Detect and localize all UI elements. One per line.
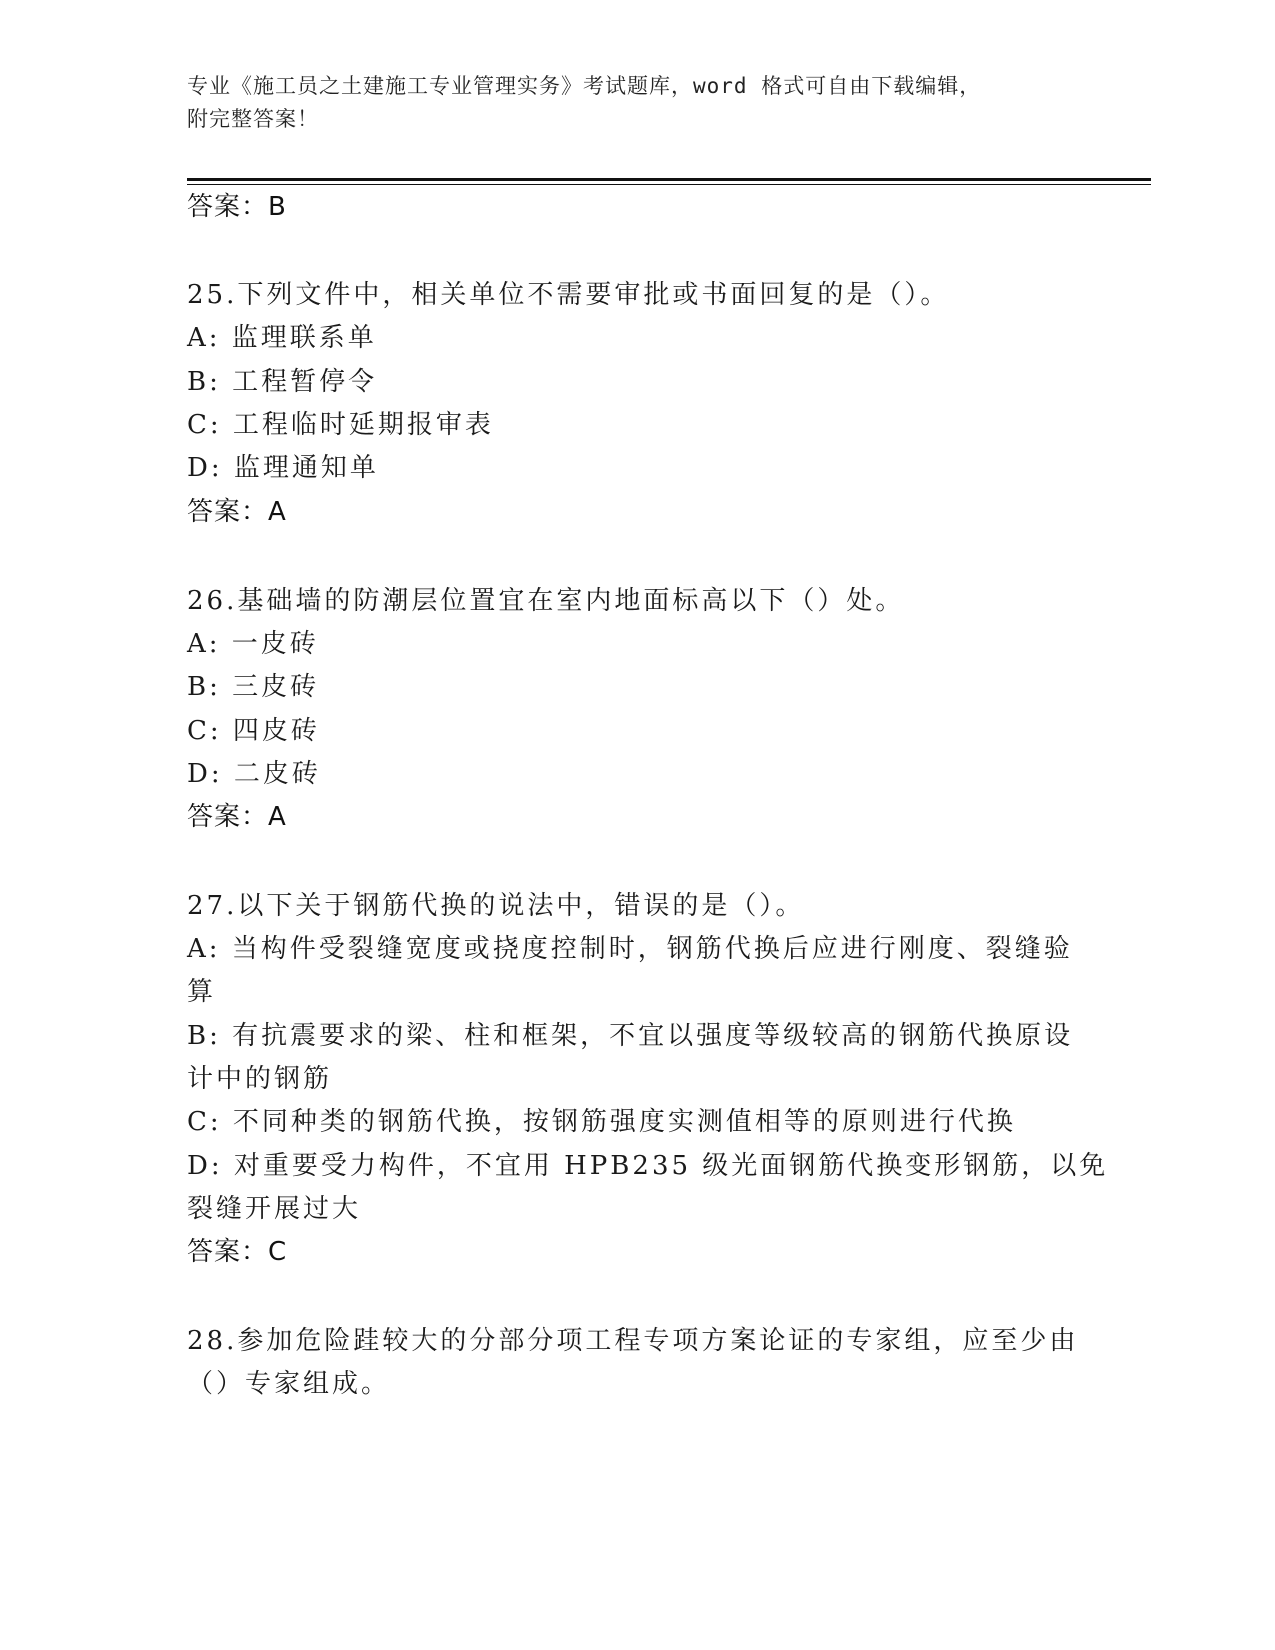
question-26-answer: 答案：A [187, 802, 287, 832]
question-25-option-a: A: 监理联系单 [187, 323, 377, 353]
question-25-option-c: C: 工程临时延期报审表 [187, 410, 494, 440]
answer-24: 答案：B [187, 192, 287, 222]
header-line-2: 附完整答案！ [187, 107, 319, 131]
question-28-stem: 28.参加危险跬较大的分部分项工程专项方案论证的专家组，应至少由 [187, 1326, 1079, 1356]
question-25-option-b: B: 工程暂停令 [187, 367, 378, 397]
question-26-option-c: C: 四皮砖 [187, 716, 320, 746]
question-27-option-d-cont: 裂缝开展过大 [187, 1194, 362, 1224]
question-27-option-a: A: 当构件受裂缝宽度或挠度控制时，钢筋代换后应进行刚度、裂缝验 [187, 934, 1073, 964]
question-28-stem-cont: （）专家组成。 [187, 1369, 391, 1399]
header-divider-thin [187, 184, 1151, 185]
question-26-stem: 26.基础墙的防潮层位置宜在室内地面标高以下（）处。 [187, 586, 905, 616]
question-27-option-c: C: 不同种类的钢筋代换，按钢筋强度实测值相等的原则进行代换 [187, 1107, 1016, 1137]
question-27-option-a-cont: 算 [187, 977, 217, 1007]
question-26-option-a: A: 一皮砖 [187, 629, 319, 659]
question-27-stem: 27.以下关于钢筋代换的说法中，错误的是（）。 [187, 891, 805, 921]
question-27-option-d: D: 对重要受力构件，不宜用 HPB235 级光面钢筋代换变形钢筋，以免 [187, 1151, 1109, 1181]
question-25-answer: 答案：A [187, 497, 287, 527]
question-27-option-b: B: 有抗震要求的梁、柱和框架，不宜以强度等级较高的钢筋代换原设 [187, 1021, 1074, 1051]
header-divider-thick [187, 178, 1151, 181]
question-27-option-b-cont: 计中的钢筋 [187, 1064, 333, 1094]
question-26-option-b: B: 三皮砖 [187, 672, 320, 702]
question-27-answer: 答案：C [187, 1237, 288, 1267]
document-header [187, 70, 1067, 136]
question-25-stem: 25.下列文件中，相关单位不需要审批或书面回复的是（）。 [187, 280, 950, 310]
question-25-option-d: D: 监理通知单 [187, 453, 379, 483]
header-line-1: 专业《施工员之土建施工专业管理实务》考试题库，word 格式可自由下载编辑， [187, 74, 982, 98]
question-26-option-d: D: 二皮砖 [187, 759, 321, 789]
